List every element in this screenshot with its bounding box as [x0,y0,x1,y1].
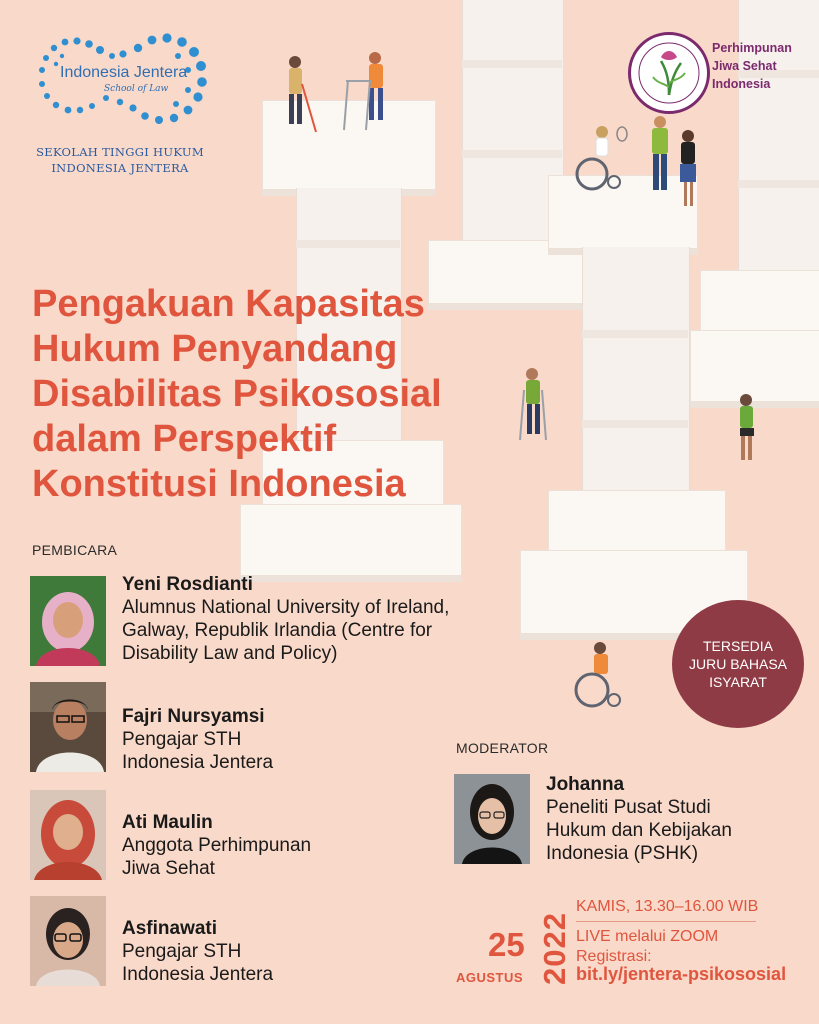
moderator-desc: Hukum dan Kebijakan [546,820,732,841]
moderator-desc: Indonesia (PSHK) [546,843,699,864]
info-divider [576,921,756,922]
speaker-desc: Disability Law and Policy) [122,643,338,664]
speaker-photo [30,576,106,666]
speaker-name: Fajri Nursyamsi [122,706,265,727]
pjs-logo [628,32,710,114]
pjs-name-line-2: Jiwa Sehat [712,59,777,73]
speaker-desc: Alumnus National University of Ireland, [122,597,450,618]
person-with-cane-figure [278,54,318,136]
event-time: KAMIS, 13.30–16.00 WIB [576,898,759,915]
title-line: Hukum Penyandang [32,328,398,370]
event-year: 2022 [537,912,572,985]
pjs-flower-icon [631,35,707,111]
event-platform: LIVE melalui ZOOM [576,928,719,945]
speaker-info [122,574,542,665]
walking-person-figure [732,392,762,464]
speaker-photo [30,790,106,880]
badge-line: JURU BAHASA [688,656,788,672]
event-month: AGUSTUS [456,970,524,985]
speaker-info [122,680,542,774]
jentera-logo-sub: School of Law [104,84,169,94]
speaker-desc: Galway, Republik Irlandia (Centre for [122,620,433,641]
speaker-photo [30,682,106,772]
moderator-name: Johanna [546,774,625,795]
person-with-crutches-figure [518,366,550,444]
pjs-name-line-3: Indonesia [712,77,771,91]
speaker-desc: Pengajar STH [122,729,242,750]
wheelchair-user-figure [570,640,624,710]
school-name-line-1: SEKOLAH TINGGI HUKUM [36,145,204,159]
title-line: Disabilitas Psikososial [32,373,442,415]
speaker-name: Yeni Rosdianti [122,574,253,595]
sign-language-badge [672,600,804,728]
registration-link[interactable]: bit.ly/jentera-psikososial [576,964,787,984]
badge-line: ISYARAT [709,674,767,690]
moderator-desc: Peneliti Pusat Studi [546,797,711,818]
speaker-desc: Jiwa Sehat [122,858,215,879]
speaker-desc: Indonesia Jentera [122,964,274,985]
speakers-label: PEMBICARA [32,542,118,558]
speaker-photo [30,896,106,986]
registration-label: Registrasi: [576,948,652,965]
event-title [32,282,502,507]
title-line: Pengakuan Kapasitas [32,283,425,325]
moderator-photo [454,774,530,864]
jentera-logo-name: Indonesia Jentera [60,64,188,81]
wheelchair-user-tennis-figure [570,124,630,192]
person-with-walker-figure [340,50,400,134]
speaker-desc: Pengajar STH [122,941,242,962]
event-day: 25 [488,926,525,963]
speaker-name: Ati Maulin [122,812,213,833]
title-line: dalam Perspektif [32,418,337,460]
two-people-talking-figure [644,114,704,210]
school-name-line-2: INDONESIA JENTERA [51,161,189,175]
title-line: Konstitusi Indonesia [32,463,406,505]
speaker-desc: Indonesia Jentera [122,752,274,773]
speaker-name: Asfinawati [122,918,218,939]
moderator-info [546,772,786,865]
pjs-name-line-1: Perhimpunan [712,41,792,55]
speaker-desc: Anggota Perhimpunan [122,835,312,856]
badge-line: TERSEDIA [702,638,773,654]
moderator-label: MODERATOR [456,740,549,756]
